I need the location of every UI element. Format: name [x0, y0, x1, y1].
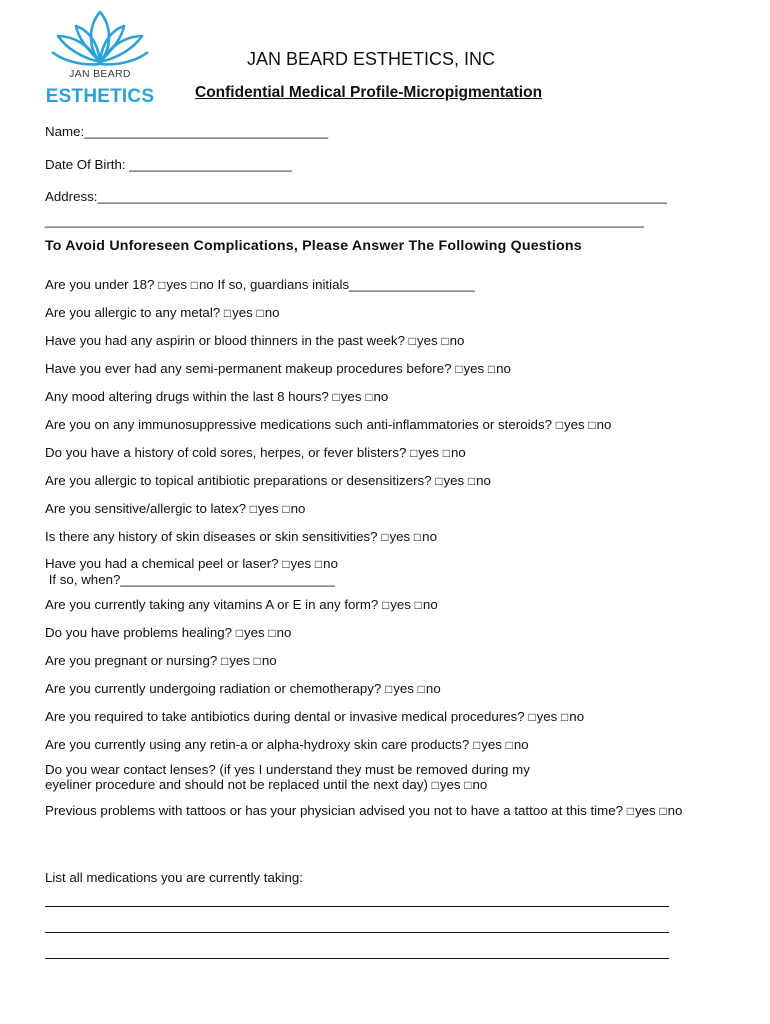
no-checkbox[interactable]: □no: [659, 803, 683, 818]
yes-checkbox[interactable]: □yes: [435, 473, 465, 488]
no-checkbox[interactable]: □no: [256, 305, 280, 320]
no-checkbox[interactable]: □no: [414, 597, 438, 612]
question-contact-lenses: Do you wear contact lenses? (if yes I understand they must be removed during my eyeliner procedure and should not be replaced until the next day) □yes □no: [45, 762, 530, 792]
lotus-icon: [40, 8, 160, 70]
yes-checkbox[interactable]: □yes: [381, 529, 411, 544]
yes-checkbox[interactable]: □yes: [455, 361, 485, 376]
no-checkbox[interactable]: □no: [464, 777, 488, 792]
medications-label: List all medications you are currently taking:: [45, 870, 303, 885]
no-checkbox[interactable]: □no: [467, 473, 491, 488]
question-metal-allergy: Are you allergic to any metal? □yes □no: [45, 305, 280, 320]
medications-line-1[interactable]: [45, 906, 669, 907]
question-pregnant: Are you pregnant or nursing? □yes □no: [45, 653, 277, 668]
question-mood-drugs: Any mood altering drugs within the last 8 hours? □yes □no: [45, 389, 389, 404]
no-checkbox[interactable]: □no: [282, 501, 306, 516]
yes-checkbox[interactable]: □yes: [220, 653, 250, 668]
yes-checkbox[interactable]: □yes: [382, 597, 411, 612]
yes-checkbox[interactable]: □yes: [158, 277, 188, 292]
yes-checkbox[interactable]: □yes: [235, 625, 265, 640]
question-tattoo-problems: Previous problems with tattoos or has your physician advised you not to have a tattoo at this time? □yes □no: [45, 803, 683, 818]
medications-line-3[interactable]: [45, 958, 669, 959]
question-antibiotics-dental: Are you required to take antibiotics during dental or invasive medical procedures? □yes □no: [45, 709, 585, 724]
address-field[interactable]: Address:_____________________________________________________________________________: [45, 189, 667, 204]
question-radiation: Are you currently undergoing radiation or chemotherapy? □yes □no: [45, 681, 441, 696]
company-logo: [40, 8, 160, 108]
yes-checkbox[interactable]: □yes: [626, 803, 656, 818]
question-latex: Are you sensitive/allergic to latex? □yes □no: [45, 501, 306, 516]
yes-checkbox[interactable]: □yes: [223, 305, 253, 320]
company-title: JAN BEARD ESTHETICS, INC: [247, 49, 496, 69]
date-of-birth-field[interactable]: Date Of Birth: ______________________: [45, 157, 292, 172]
question-cold-sores: Do you have a history of cold sores, herpes, or fever blisters? □yes □no: [45, 445, 466, 460]
yes-checkbox[interactable]: □yes: [385, 681, 414, 696]
no-checkbox[interactable]: □no: [253, 653, 277, 668]
yes-checkbox[interactable]: □yes: [431, 777, 461, 792]
no-checkbox[interactable]: □no: [365, 389, 389, 404]
question-chemical-peel: Have you had a chemical peel or laser? □yes □no If so, when?_____________________________: [45, 556, 338, 587]
question-immunosuppressive: Are you on any immunosuppressive medications such anti-inflammatories or steroids? □yes □no: [45, 417, 612, 432]
no-checkbox[interactable]: □no: [561, 709, 585, 724]
form-title: Confidential Medical Profile-Micropigmentation: [195, 84, 543, 101]
yes-checkbox[interactable]: □yes: [249, 501, 279, 516]
yes-checkbox[interactable]: □yes: [332, 389, 362, 404]
guardian-initials-field[interactable]: If so, guardians initials_________________: [213, 277, 475, 292]
question-retin-a: Are you currently using any retin-a or alpha-hydroxy skin care products? □yes □no: [45, 737, 529, 752]
no-checkbox[interactable]: □no: [588, 417, 612, 432]
yes-checkbox[interactable]: □yes: [528, 709, 558, 724]
address-field-line-2[interactable]: _________________________________________________________________________________: [45, 213, 645, 228]
question-vitamins: Are you currently taking any vitamins A or E in any form? □yes □no: [45, 597, 438, 612]
no-checkbox[interactable]: □no: [441, 333, 465, 348]
question-semi-permanent-makeup: Have you ever had any semi-permanent makeup procedures before? □yes □no: [45, 361, 511, 376]
peel-when-field[interactable]: If so, when?_____________________________: [45, 572, 335, 587]
no-checkbox[interactable]: □no: [268, 625, 292, 640]
medications-line-2[interactable]: [45, 932, 669, 933]
no-checkbox[interactable]: □no: [417, 681, 441, 696]
no-checkbox[interactable]: □no: [487, 361, 511, 376]
no-checkbox[interactable]: □no: [505, 737, 529, 752]
yes-checkbox[interactable]: □yes: [472, 737, 502, 752]
name-field[interactable]: Name:_________________________________: [45, 124, 329, 139]
no-checkbox[interactable]: □no: [314, 556, 338, 571]
questions-heading: To Avoid Unforeseen Complications, Please Answer The Following Questions: [45, 238, 582, 254]
yes-checkbox[interactable]: □yes: [555, 417, 585, 432]
logo-wordmark: ESTHETICS: [45, 86, 155, 107]
question-skin-diseases: Is there any history of skin diseases or skin sensitivities? □yes □no: [45, 529, 437, 544]
question-topical-antibiotic: Are you allergic to topical antibiotic preparations or desensitizers? □yes □no: [45, 473, 491, 488]
logo-subtext: JAN BEARD: [69, 68, 131, 80]
no-checkbox[interactable]: □no: [442, 445, 466, 460]
question-blood-thinners: Have you had any aspirin or blood thinners in the past week? □yes □no: [45, 333, 465, 348]
question-under-18: Are you under 18? □yes □no If so, guardians initials_________________: [45, 277, 475, 292]
yes-checkbox[interactable]: □yes: [408, 333, 438, 348]
no-checkbox[interactable]: □no: [413, 529, 437, 544]
question-healing: Do you have problems healing? □yes □no: [45, 625, 292, 640]
no-checkbox[interactable]: □no: [190, 277, 214, 292]
yes-checkbox[interactable]: □yes: [410, 445, 440, 460]
yes-checkbox[interactable]: □yes: [282, 556, 312, 571]
